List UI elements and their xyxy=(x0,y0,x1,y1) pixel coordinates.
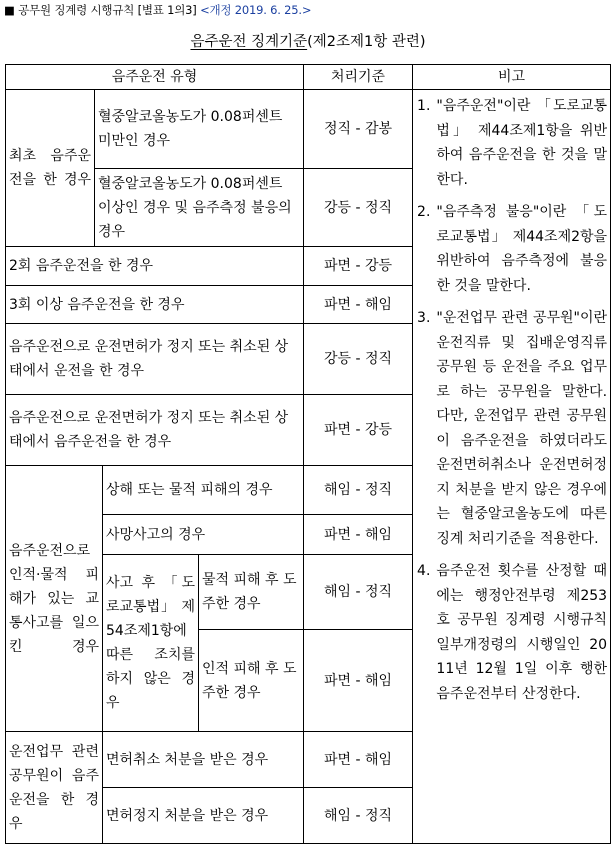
accident-label: 음주운전으로 인적·물적 피해가 있는 교통사고를 일으킨 경우 xyxy=(6,466,103,732)
row-standard: 해임 - 정직 xyxy=(304,788,413,844)
header-source: 공무원 징계령 시행규칙 [별표 1의3] xyxy=(18,3,197,17)
header-standard: 처리기준 xyxy=(304,65,413,90)
row-standard: 해임 - 정직 xyxy=(304,466,413,515)
remarks-cell xyxy=(413,90,611,844)
row-standard: 정직 - 감봉 xyxy=(304,90,413,169)
table-header-row xyxy=(6,65,611,90)
remark-item: 2. "음주측정 불응"이란 「도로교통법」 제44조제2항을 위반하여 음주측정에 불응한 것을 말한다. xyxy=(417,204,608,294)
document-header xyxy=(4,2,311,18)
row-standard: 파면 - 해임 xyxy=(304,630,413,732)
row-standard: 파면 - 강등 xyxy=(304,395,413,466)
header-square-icon: ■ xyxy=(4,3,15,17)
row-type: 상해 또는 물적 피해의 경우 xyxy=(103,466,304,515)
title-sub: (제2조제1항 관련) xyxy=(307,34,426,50)
first-offense-label: 최초 음주운전을 한 경우 xyxy=(6,90,95,247)
flee-label: 사고 후 「도로교통법」 제54조제1항에 따른 조치를 하지 않은 경우 xyxy=(103,555,199,732)
row-standard: 파면 - 해임 xyxy=(304,286,413,324)
row-type: 음주운전으로 운전면허가 정지 또는 취소된 상태에서 운전을 한 경우 xyxy=(6,324,304,395)
row-type: 물적 피해 후 도주한 경우 xyxy=(199,555,304,630)
row-type: 음주운전으로 운전면허가 정지 또는 취소된 상태에서 음주운전을 한 경우 xyxy=(6,395,304,466)
row-type: 사망사고의 경우 xyxy=(103,515,304,555)
header-type: 음주운전 유형 xyxy=(6,65,304,90)
row-type: 인적 피해 후 도주한 경우 xyxy=(199,630,304,732)
title-main: 음주운전 징계기준 xyxy=(190,34,308,50)
remark-item: 4. 음주운전 횟수를 산정할 때에는 행정안전부령 제253호 공무원 징계령 시행규칙 일부개정령의 시행일인 2011년 12월 1일 이후 행한 음주운전부터 산정한다. xyxy=(417,563,608,702)
row-standard: 강등 - 정직 xyxy=(304,324,413,395)
row-type: 2회 음주운전을 한 경우 xyxy=(6,247,304,286)
header-remarks: 비고 xyxy=(413,65,611,90)
driving-duty-label: 운전업무 관련 공무원이 음주운전을 한 경우 xyxy=(6,732,103,844)
row-standard: 파면 - 강등 xyxy=(304,247,413,286)
row-standard: 파면 - 해임 xyxy=(304,515,413,555)
page-title xyxy=(0,30,616,51)
row-type: 혈중알코올농도가 0.08퍼센트 이상인 경우 및 음주측정 불응의 경우 xyxy=(95,169,304,247)
row-standard: 강등 - 정직 xyxy=(304,169,413,247)
amendment-note[interactable]: <개정 2019. 6. 25.> xyxy=(200,3,312,17)
remark-item: 1. "음주운전"이란 「도로교통법」 제44조제1항을 위반하여 음주운전을 한 것을 말한다. xyxy=(417,98,608,188)
row-standard: 파면 - 해임 xyxy=(304,732,413,788)
penalty-table xyxy=(5,64,611,844)
row-type: 3회 이상 음주운전을 한 경우 xyxy=(6,286,304,324)
row-type: 혈중알코올농도가 0.08퍼센트 미만인 경우 xyxy=(95,90,304,169)
row-standard: 해임 - 정직 xyxy=(304,555,413,630)
row-type: 면허정지 처분을 받은 경우 xyxy=(103,788,304,844)
table-row xyxy=(6,90,611,169)
remark-item: 3. "운전업무 관련 공무원"이란 운전직류 및 집배운영직류 공무원 등 운전을 주요 업무로 하는 공무원을 말한다. 다만, 운전업무 관련 공무원이 음주운전을 하였더라도 운전면허취소나 운전면허정지 처분을 받지 않은 경우에는 혈중알코올농도에 따른 징계 처리기준을 적용한다. xyxy=(417,310,608,547)
row-type: 면허취소 처분을 받은 경우 xyxy=(103,732,304,788)
